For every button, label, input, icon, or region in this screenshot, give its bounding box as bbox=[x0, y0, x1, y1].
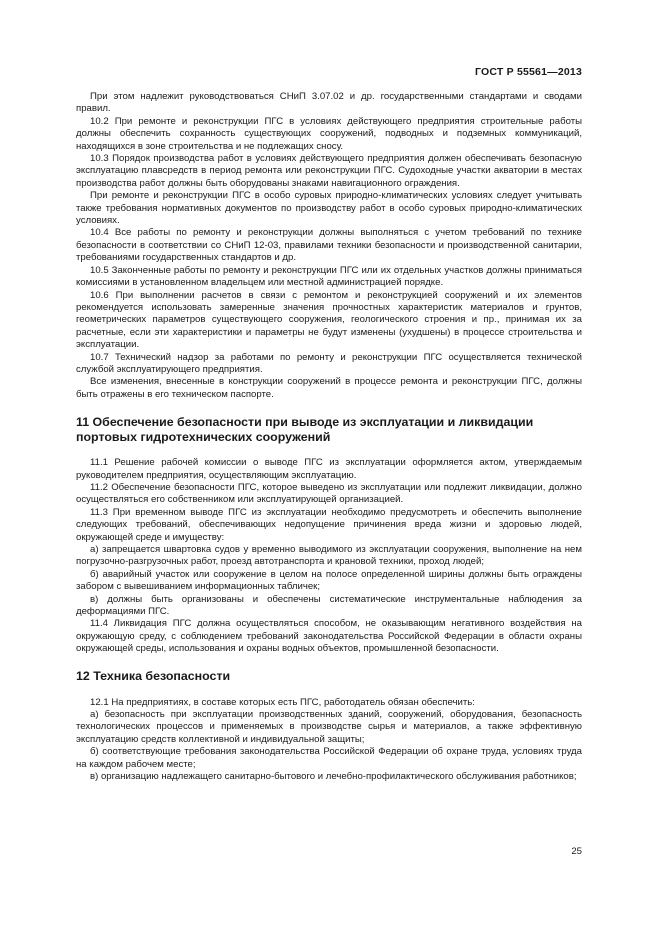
paragraph: 10.4 Все работы по ремонту и реконструкции должны выполняться с учетом требований по технике безопасности в соответствии со СНиП 12-03, правилами техники безопасности и производственной санитарии, требованиями государственных стандартов и др. bbox=[76, 227, 582, 264]
paragraph: 11.1 Решение рабочей комиссии о выводе ПГС из эксплуатации оформляется актом, утверждаемым руководителем предприятия, осуществляющим эксплуатацию. bbox=[76, 457, 582, 481]
paragraph: При ремонте и реконструкции ПГС в особо суровых природно-климатических условиях следует учитывать также требования нормативных документов по производству работ в особо суровых природно-климатических условиях. bbox=[76, 190, 582, 227]
paragraph: 10.2 При ремонте и реконструкции ПГС в условиях действующего предприятия строительные работы должны обеспечить сохранность существующих сооружений, подводных и подземных коммуникаций, находящихся в зоне строительства и не подлежащих сносу. bbox=[76, 115, 582, 152]
paragraph: 11.4 Ликвидация ПГС должна осуществляться способом, не оказывающим негативного воздействия на окружающую среду, с соблюдением требований законодательства Российской Федерации в области охраны окружающей среды, использования и охраны водных объектов, промышленной безопасности. bbox=[76, 618, 582, 655]
paragraph: Все изменения, внесенные в конструкции сооружений в процессе ремонта и реконструкции ПГС, должны быть отражены в его техническом паспорте. bbox=[76, 376, 582, 400]
page-number: 25 bbox=[571, 846, 582, 857]
section-11-body bbox=[76, 457, 582, 656]
standard-designation: ГОСТ Р 55561—2013 bbox=[474, 66, 582, 78]
section-10-body bbox=[76, 91, 582, 401]
paragraph: 10.7 Технический надзор за работами по ремонту и реконструкции ПГС осуществляется технической службой эксплуатирующего предприятия. bbox=[76, 351, 582, 375]
paragraph: При этом надлежит руководствоваться СНиП 3.07.02 и др. государственными стандартами и сводами правил. bbox=[76, 91, 582, 115]
document-body bbox=[76, 91, 582, 784]
paragraph: 12.1 На предприятиях, в составе которых есть ПГС, работодатель обязан обеспечить: bbox=[90, 696, 475, 708]
section-12-heading: 12 Техника безопасности bbox=[76, 668, 231, 683]
paragraph: 10.6 При выполнении расчетов в связи с ремонтом и реконструкцией сооружений и их элементов рекомендуется использовать замеренные значения прочностных характеристик материалов и грунтов, геометрических параметров существующего сооружения, геологического строения и пр., принимая их за расчетные, если эти характеристики и параметры не будут изменены (ухудшены) в процессе строительства и эксплуатации. bbox=[76, 289, 582, 351]
paragraph: 10.5 Законченные работы по ремонту и реконструкции ПГС или их отдельных участков должны приниматься комиссиями в установленном владельцем или местной администрацией порядке. bbox=[76, 264, 582, 289]
list-item: б) соответствующие требования законодательства Российской Федерации об охране труда, условиях труда на каждом рабочем месте; bbox=[76, 746, 582, 770]
list-item: б) аварийный участок или сооружение в целом на полосе определенной ширины должны быть ограждены забором с вывешиванием информационных табличек; bbox=[76, 568, 582, 593]
section-12-body bbox=[76, 697, 582, 784]
section-11-heading: 11 Обеспечение безопасности при выводе из эксплуатации и ликвидации портовых гидротехнических сооружений bbox=[76, 415, 534, 445]
paragraph: 11.2 Обеспечение безопасности ПГС, которое выведено из эксплуатации или подлежит ликвидации, должно осуществляться его собственником или эксплуатирующей организацией. bbox=[76, 481, 582, 506]
paragraph: 11.3 При временном выводе ПГС из эксплуатации необходимо предусмотреть и обеспечить выполнение следующих требований, обеспечивающих недопущение причинения вреда жизни и здоровью людей, окружающей среде и имуществу: bbox=[76, 506, 582, 543]
paragraph: 10.3 Порядок производства работ в условиях действующего предприятия должен обеспечивать безопасную эксплуатацию плавсредств в период ремонта или реконструкции ПГС. Судоходные участки акватории в местах производства работ должны быть оборудованы знаками навигационного ограждения. bbox=[76, 153, 582, 189]
list-item: в) организацию надлежащего санитарно-бытового и лечебно-профилактического обслуживания работников; bbox=[90, 771, 577, 783]
list-item: в) должны быть организованы и обеспечены систематические инструментальные наблюдения за деформациями ПГС. bbox=[76, 593, 582, 618]
list-item: а) запрещается швартовка судов у временно выводимого из эксплуатации сооружения, выполнение на нем погрузочно-разгрузочных работ, проезд автотранспорта и крановой техники, проход людей; bbox=[76, 544, 582, 568]
list-item: а) безопасность при эксплуатации производственных зданий, сооружений, оборудования, безопасность технологических процессов и применяемых в производстве сырья и материалов, а также эффективную эксплуатацию средств коллективной и индивидуальной защиты; bbox=[76, 709, 582, 745]
